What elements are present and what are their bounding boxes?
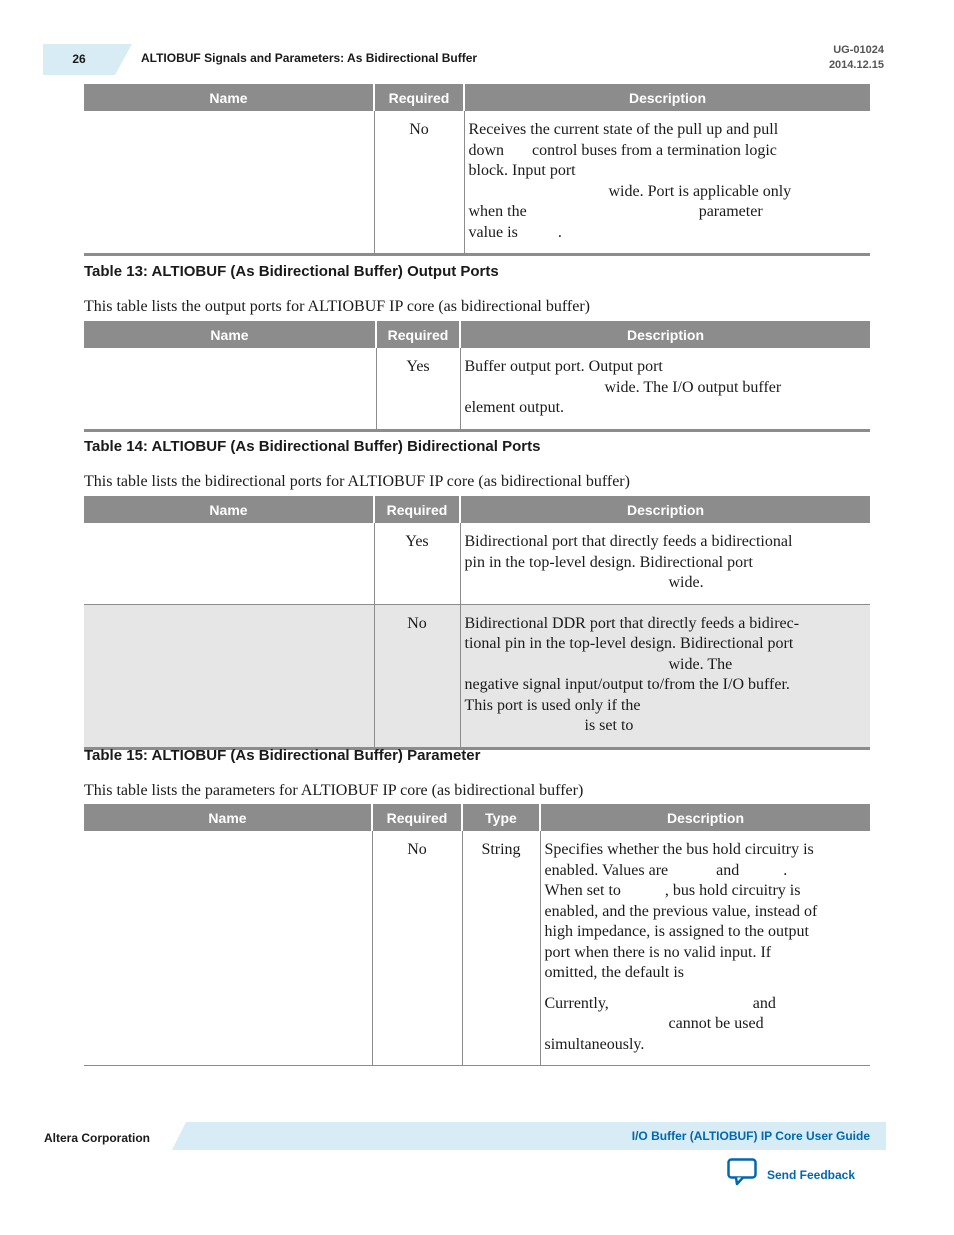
desc-line: Bidirectional port that directly feeds a bidirectional — [464, 533, 793, 550]
name-cell — [84, 523, 374, 604]
footer-tab-shape — [172, 1122, 186, 1150]
doc-id: UG-01024 — [833, 44, 884, 56]
name-cell — [84, 348, 376, 430]
required-cell: No — [374, 111, 464, 255]
col-name-header: Name — [84, 496, 374, 523]
desc-line: This port is used only if the — [464, 696, 641, 714]
desc-line: when the parameter — [468, 203, 763, 220]
desc-line: simultaneously. — [544, 1035, 645, 1053]
desc-line: Buffer output port. Output port — [464, 358, 663, 375]
doc-info — [829, 43, 884, 73]
col-required-header: Required — [374, 84, 464, 111]
col-required-header: Required — [374, 496, 460, 523]
name-cell — [84, 831, 372, 1066]
table-row — [84, 348, 870, 430]
table-header-row — [84, 321, 870, 348]
company-name: Altera Corporation — [44, 1131, 151, 1145]
description-cell — [460, 348, 870, 430]
desc-line: wide. — [464, 574, 704, 591]
name-cell — [84, 604, 374, 748]
header-tab-shape — [115, 44, 132, 75]
send-feedback-label: Send Feedback — [767, 1167, 856, 1182]
table13 — [84, 321, 870, 432]
table15 — [84, 804, 870, 1066]
col-required-header: Required — [372, 804, 462, 831]
desc-line: Specifies whether the bus hold circuitry is — [544, 841, 814, 858]
required-cell: No — [372, 831, 462, 1066]
desc-line: block. Input port — [468, 162, 576, 179]
doc-date: 2014.12.15 — [828, 59, 884, 71]
desc-line: Bidirectional DDR port that directly feeds a bidirec- — [464, 614, 800, 632]
table-row — [84, 111, 870, 255]
col-name-header: Name — [84, 804, 372, 831]
page-number: 26 — [43, 44, 115, 75]
description-cell — [540, 831, 870, 1066]
paragraph-gap — [545, 984, 867, 994]
type-cell: String — [462, 831, 540, 1066]
desc-line: down control buses from a termination logic — [468, 141, 777, 159]
table-header-row — [84, 84, 870, 111]
desc-line: Currently, and — [544, 994, 776, 1012]
desc-line: wide. The — [464, 655, 733, 673]
col-required-header: Required — [376, 321, 460, 348]
required-cell: Yes — [374, 523, 460, 604]
desc-line: value is . — [468, 223, 562, 241]
desc-line: omitted, the default is — [544, 964, 685, 981]
col-name-header: Name — [84, 321, 376, 348]
table-row — [84, 604, 870, 748]
table-row — [84, 831, 870, 1066]
desc-line: negative signal input/output to/from the I/O buffer. — [464, 676, 790, 693]
desc-line: wide. The I/O output buffer — [464, 378, 782, 396]
table-header-row — [84, 496, 870, 523]
description-cell — [460, 523, 870, 604]
description-cell — [464, 111, 870, 255]
desc-line: tional pin in the top-level design. Bidirectional port — [464, 635, 794, 652]
table-row — [84, 523, 870, 604]
desc-line: element output. — [464, 399, 565, 416]
col-description-header: Description — [460, 496, 870, 523]
desc-line: enabled, and the previous value, instead of — [544, 902, 818, 920]
col-name-header: Name — [84, 84, 374, 111]
desc-line: wide. Port is applicable only — [468, 182, 792, 200]
desc-line: is set to — [464, 717, 634, 734]
desc-line: high impedance, is assigned to the output — [544, 923, 809, 940]
desc-line: pin in the top-level design. Bidirectional port — [464, 553, 753, 571]
table-header-row — [84, 804, 870, 831]
col-description-header: Description — [460, 321, 870, 348]
table15-caption: Table 15: ALTIOBUF (As Bidirectional Buffer) Parameter — [84, 747, 481, 764]
col-description-header: Description — [540, 804, 870, 831]
section-title: ALTIOBUF Signals and Parameters: As Bidirectional Buffer — [141, 51, 478, 65]
required-cell: Yes — [376, 348, 460, 430]
desc-line: enabled. Values are and . — [544, 861, 788, 879]
col-description-header: Description — [464, 84, 870, 111]
desc-line: When set to , bus hold circuitry is — [544, 882, 801, 899]
continued-table — [84, 84, 870, 256]
desc-line: port when there is no valid input. If — [544, 943, 772, 961]
table14-caption: Table 14: ALTIOBUF (As Bidirectional Buffer) Bidirectional Ports — [84, 438, 541, 455]
table14 — [84, 496, 870, 750]
desc-line: cannot be used — [544, 1015, 764, 1032]
feedback-icon — [727, 1158, 757, 1191]
table13-caption: Table 13: ALTIOBUF (As Bidirectional Buffer) Output Ports — [84, 263, 499, 280]
name-cell — [84, 111, 374, 255]
table14-intro: This table lists the bidirectional ports for ALTIOBUF IP core (as bidirectional buffer) — [84, 473, 630, 490]
table13-intro: This table lists the output ports for ALTIOBUF IP core (as bidirectional buffer) — [84, 298, 590, 315]
guide-title-link[interactable]: I/O Buffer (ALTIOBUF) IP Core User Guide — [631, 1129, 870, 1143]
send-feedback-link[interactable] — [727, 1158, 855, 1191]
description-cell — [460, 604, 870, 748]
table15-intro: This table lists the parameters for ALTIOBUF IP core (as bidirectional buffer) — [84, 782, 584, 799]
col-type-header: Type — [462, 804, 540, 831]
required-cell: No — [374, 604, 460, 748]
desc-line: Receives the current state of the pull up and pull — [468, 121, 779, 138]
